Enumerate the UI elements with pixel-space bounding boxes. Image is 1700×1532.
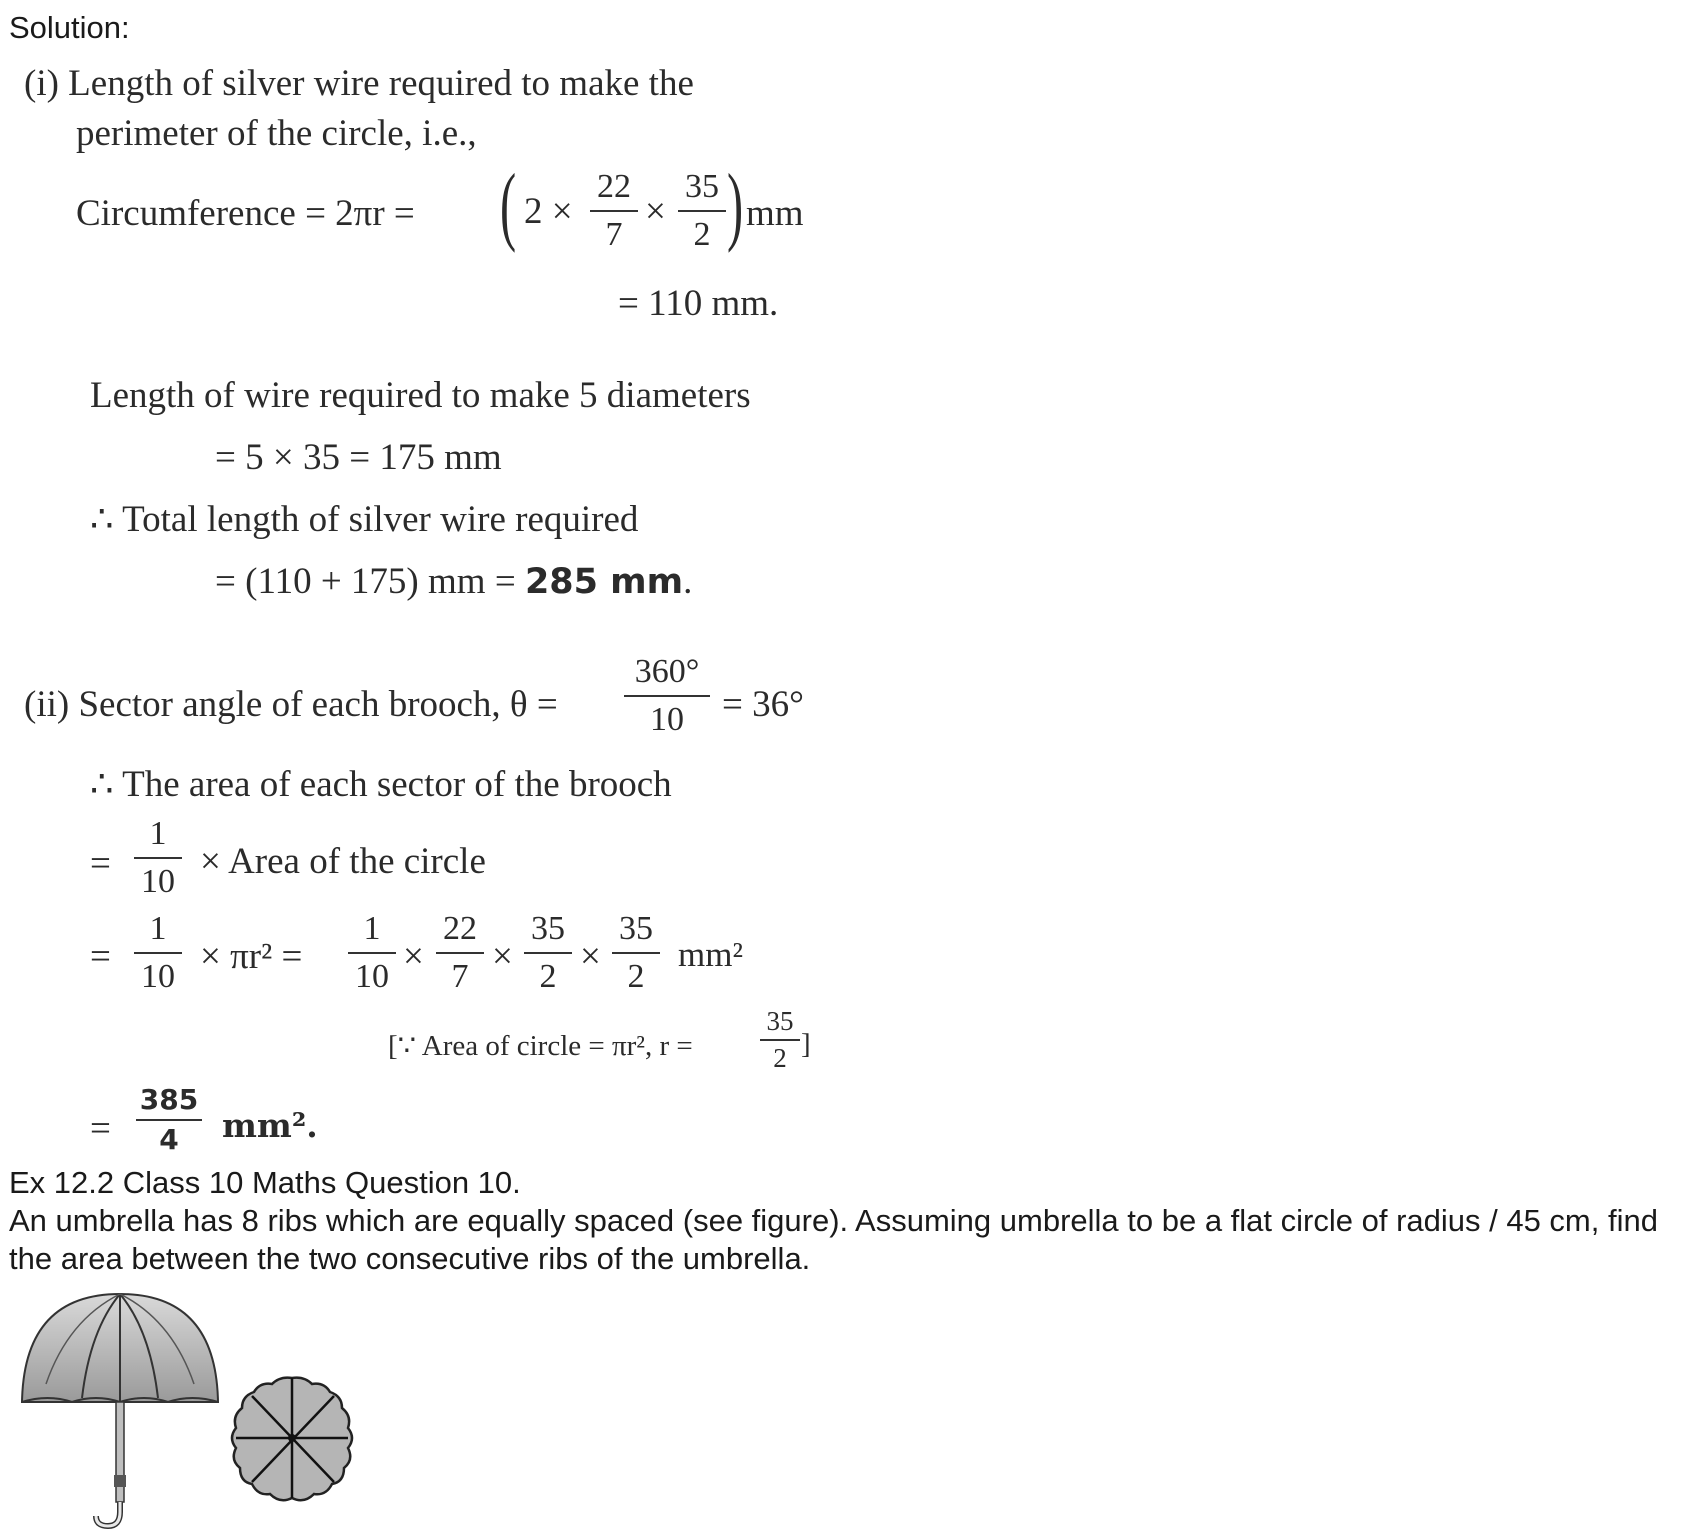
circ-f1-den: 7 — [605, 216, 623, 253]
sector-angle-label: (ii) Sector angle of each brooch, θ = — [24, 684, 558, 725]
eq2-mid: × πr² = — [200, 936, 303, 977]
eq2-f1-den: 10 — [141, 958, 175, 995]
fraction-bar — [624, 695, 710, 697]
eq1-den: 10 — [141, 863, 175, 900]
note-fraction — [760, 1008, 800, 1072]
eight-ribs-circle-icon — [222, 1372, 362, 1512]
angle-fraction — [624, 655, 710, 737]
fraction-bar — [678, 210, 726, 212]
final-sign: = — [90, 1108, 111, 1149]
note-num: 35 — [766, 1006, 794, 1036]
eq2-fraction-5 — [612, 912, 660, 994]
eq2-sign: = — [90, 936, 111, 977]
fraction-bar — [136, 1119, 202, 1121]
fraction-bar — [134, 857, 182, 859]
circ-unit: mm — [746, 193, 804, 234]
left-paren: ( — [500, 157, 517, 254]
eq2-times-3: × — [580, 936, 601, 977]
final-num: 385 — [139, 1083, 199, 1116]
fraction-bar — [612, 952, 660, 954]
circ-fraction-35-2 — [678, 170, 726, 252]
eq2-f4-num: 35 — [531, 910, 565, 947]
eq2-fraction-3 — [436, 912, 484, 994]
final-den: 4 — [159, 1123, 179, 1156]
eq2-f3-den: 7 — [451, 958, 469, 995]
fraction-bar — [436, 952, 484, 954]
total-calc-c: . — [683, 561, 693, 602]
eq2-f2-den: 10 — [355, 958, 389, 995]
question-body: An umbrella has 8 ribs which are equally spaced (see figure). Assuming umbrella to be a flat circle of radius / 45 cm, find the area between the two consecutive ribs of the umbrella. — [9, 1203, 1658, 1276]
circ-f1-num: 22 — [597, 168, 631, 205]
fraction-bar — [134, 952, 182, 954]
fraction-bar — [590, 210, 638, 212]
eq2-f2-num: 1 — [363, 910, 381, 947]
eq2-f1-num: 1 — [149, 910, 167, 947]
fraction-bar — [524, 952, 572, 954]
circ-two: 2 × — [524, 191, 573, 232]
note-close: ] — [801, 1028, 811, 1060]
solution-label: Solution: — [9, 10, 130, 45]
fraction-bar — [348, 952, 396, 954]
area-line: ∴ The area of each sector of the brooch — [90, 764, 672, 805]
eq2-times-1: × — [403, 936, 424, 977]
angle-den: 10 — [650, 701, 684, 738]
eq2-fraction-4 — [524, 912, 572, 994]
eq2-f5-den: 2 — [627, 958, 645, 995]
note-den: 2 — [773, 1043, 787, 1073]
area-note: [∵ Area of circle = πr², r = — [388, 1030, 693, 1062]
eq1-sign: = — [90, 843, 111, 884]
eq2-fraction-2 — [348, 912, 396, 994]
total-answer: 285 mm — [524, 562, 684, 602]
eq1-num: 1 — [149, 815, 167, 852]
eq2-unit: mm² — [678, 935, 743, 974]
circ-result: = 110 mm. — [618, 283, 779, 324]
circ-times: × — [645, 191, 666, 232]
part-i-line-2: perimeter of the circle, i.e., — [76, 113, 477, 154]
circumference-lhs: Circumference = 2πr = — [76, 193, 415, 234]
circ-f2-den: 2 — [693, 216, 711, 253]
total-line: ∴ Total length of silver wire required — [90, 499, 639, 540]
eq1-fraction — [134, 817, 182, 899]
eq2-f4-den: 2 — [539, 958, 557, 995]
final-fraction — [136, 1083, 202, 1156]
fraction-bar — [760, 1039, 800, 1041]
eq2-f3-num: 22 — [443, 910, 477, 947]
final-unit: mm². — [222, 1106, 318, 1145]
eq2-fraction-1 — [134, 912, 182, 994]
eq2-f5-num: 35 — [619, 910, 653, 947]
right-paren: ) — [727, 157, 744, 254]
question-title: Ex 12.2 Class 10 Maths Question 10. — [9, 1165, 521, 1200]
diameter-line: Length of wire required to make 5 diameters — [90, 375, 751, 416]
eq2-times-2: × — [492, 936, 513, 977]
circ-fraction-22-7 — [590, 170, 638, 252]
diameter-calc: = 5 × 35 = 175 mm — [215, 437, 502, 478]
eq1-rest: × Area of the circle — [200, 841, 486, 882]
total-calc-a: = (110 + 175) mm = — [215, 561, 516, 602]
circ-f2-num: 35 — [685, 168, 719, 205]
angle-num: 360° — [634, 653, 700, 690]
umbrella-icon — [14, 1290, 224, 1530]
angle-result: = 36° — [722, 684, 804, 725]
total-calc — [215, 560, 692, 603]
part-i-line-1: (i) Length of silver wire required to make the — [24, 63, 694, 104]
